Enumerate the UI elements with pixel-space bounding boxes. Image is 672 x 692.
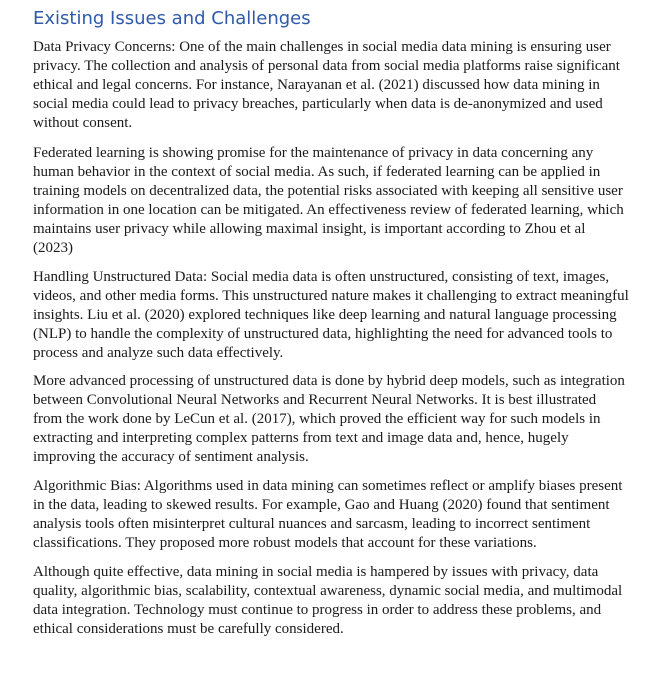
paragraph-summary: Although quite effective, data mining in social media is hampered by issues with privacy, data quality, algorithmic bias, scalability, contextual awareness, dynamic social media, and multimodal data integration. Technology must continue to progress in order to address these problems, and ethical considerations must be carefully considered. xyxy=(33,564,623,637)
paragraph-algorithmic-bias: Algorithmic Bias: Algorithms used in data mining can sometimes reflect or amplify biases present in the data, leading to skewed results. For example, Gao and Huang (2020) found that sentiment analysis tools often misinterpret cultural nuances and sarcasm, leading to incorrect sentiment classifications. They proposed more robust models that account for these variations. xyxy=(33,478,623,551)
paragraph-unstructured-data: Handling Unstructured Data: Social media data is often unstructured, consisting of text, images, videos, and other media forms. This unstructured nature makes it challenging to extract meaningful insights. Liu et al. (2020) explored techniques like deep learning and natural language processing (NLP) to handle the complexity of unstructured data, highlighting the need for advanced tools to process and analyze such data effectively. xyxy=(33,269,629,361)
paragraph-federated-learning: Federated learning is showing promise for the maintenance of privacy in data concerning any human behavior in the context of social media. As such, if federated learning can be applied in training models on decentralized data, the potential risks associated with keeping all sensitive user information in one location can be mitigated. An effectiveness review of federated learning, which maintains user privacy while allowing maximal insight, is important according to Zhou et al (2023) xyxy=(33,145,624,256)
section-heading: Existing Issues and Challenges xyxy=(33,8,311,29)
paragraph-data-privacy: Data Privacy Concerns: One of the main challenges in social media data mining is ensuring user privacy. The collection and analysis of personal data from social media platforms raise significant ethical and legal concerns. For instance, Narayanan et al. (2021) discussed how data mining in social media could lead to privacy breaches, particularly when data is de-anonymized and used without consent. xyxy=(33,39,620,131)
paragraph-hybrid-deep-models: More advanced processing of unstructured data is done by hybrid deep models, such as integration between Convolutional Neural Networks and Recurrent Neural Networks. It is best illustrated from the work done by LeCun et al. (2017), which proved the efficient way for such models in extracting and interpreting complex patterns from text and image data and, hence, hugely improving the accuracy of sentiment analysis. xyxy=(33,373,625,465)
